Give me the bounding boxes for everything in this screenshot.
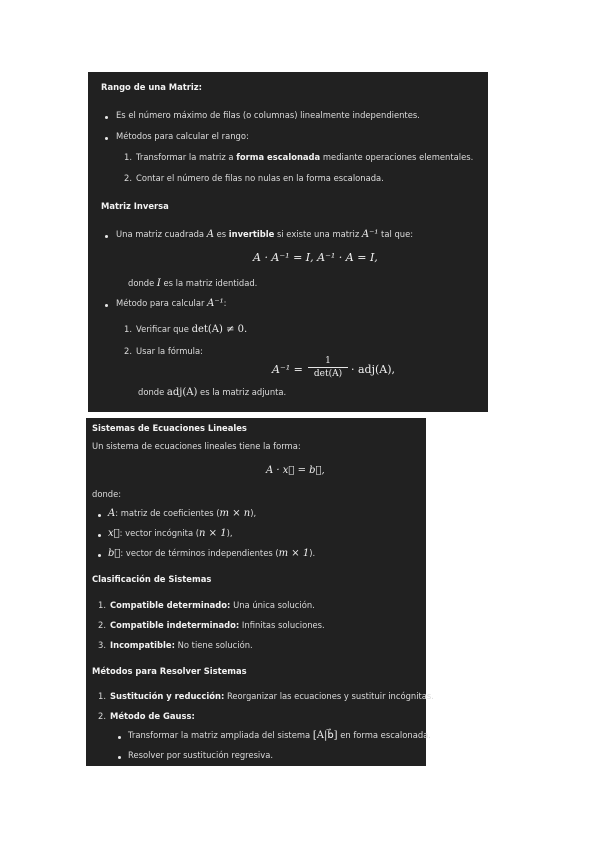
fraction-bar <box>308 367 348 368</box>
rango-step-1: Transformar la matriz a forma escalonada mediante operaciones elementales. <box>136 152 474 162</box>
rango-step-2: Contar el número de filas no nulas en la forma escalonada. <box>136 173 384 183</box>
clas-item-2: Compatible indeterminado: Infinitas soluciones. <box>110 620 325 630</box>
list-number: 1. <box>124 152 132 162</box>
bullet <box>105 304 108 307</box>
bullet <box>118 756 121 759</box>
metodo-item-2: Método de Gauss: <box>110 711 195 721</box>
matrix-notes-panel <box>88 72 488 412</box>
list-number: 1. <box>98 600 106 610</box>
rango-methods: Métodos para calcular el rango: <box>116 131 249 141</box>
gauss-step-2: Resolver por sustitución regresiva. <box>128 750 274 760</box>
bullet <box>98 534 101 537</box>
formula-fraction <box>308 356 348 379</box>
inversa-definition: Una matriz cuadrada A es invertible si existe una matriz A⁻¹ tal que: <box>116 229 414 240</box>
coef-matrix-item: A: matriz de coeficientes (m × n), <box>108 508 257 519</box>
system-equation: A · x⃗ = b⃗, <box>266 465 325 476</box>
bullet <box>105 116 108 119</box>
fraction-denominator: det(A) <box>313 369 343 379</box>
bullet <box>98 514 101 517</box>
sistemas-heading: Sistemas de Ecuaciones Lineales <box>92 423 247 433</box>
bullet <box>118 736 121 739</box>
rango-definition: Es el número máximo de filas (o columnas) linealmente independientes. <box>116 110 420 120</box>
adjugate-note: donde adj(A) es la matriz adjunta. <box>138 387 287 398</box>
identity-note: donde I es la matriz identidad. <box>128 278 258 289</box>
bullet <box>98 554 101 557</box>
metodos-heading: Métodos para Resolver Sistemas <box>92 666 247 676</box>
metodo-item-1: Sustitución y reducción: Reorganizar las ecuaciones y sustituir incógnitas. <box>110 691 434 701</box>
inversa-heading: Matriz Inversa <box>101 201 169 211</box>
sistemas-intro: Un sistema de ecuaciones lineales tiene la forma: <box>92 441 301 451</box>
list-number: 2. <box>98 711 106 721</box>
constants-vector-item: b⃗: vector de términos independientes (m × 1). <box>108 548 316 559</box>
rango-heading: Rango de una Matriz: <box>101 82 203 92</box>
systems-notes-panel <box>86 418 434 766</box>
clasificacion-heading: Clasificación de Sistemas <box>92 574 212 584</box>
unknown-vector-item: x⃗: vector incógnita (n × 1), <box>108 528 233 539</box>
fraction-numerator: 1 <box>325 356 331 366</box>
list-number: 3. <box>98 640 106 650</box>
list-number: 1. <box>98 691 106 701</box>
formula-lhs: A⁻¹ = <box>272 363 303 376</box>
inversa-step-1: Verificar que det(A) ≠ 0. <box>136 324 248 335</box>
list-number: 1. <box>124 324 132 334</box>
bullet <box>105 137 108 140</box>
list-number: 2. <box>98 620 106 630</box>
list-number: 2. <box>124 173 132 183</box>
gauss-step-1: Transformar la matriz ampliada del sistema [A|b⃗] en forma escalonada. <box>128 730 431 741</box>
inversa-method: Método para calcular A⁻¹: <box>116 298 227 309</box>
bullet <box>105 235 108 238</box>
clas-item-1: Compatible determinado: Una única solución. <box>110 600 315 610</box>
clas-item-3: Incompatible: No tiene solución. <box>110 640 253 650</box>
list-number: 2. <box>124 346 132 356</box>
inversa-step-2: Usar la fórmula: <box>136 346 203 356</box>
formula-rhs: · adj(A), <box>351 363 396 376</box>
inverse-equation: A · A⁻¹ = I, A⁻¹ · A = I, <box>253 251 378 264</box>
donde-label: donde: <box>92 489 122 499</box>
